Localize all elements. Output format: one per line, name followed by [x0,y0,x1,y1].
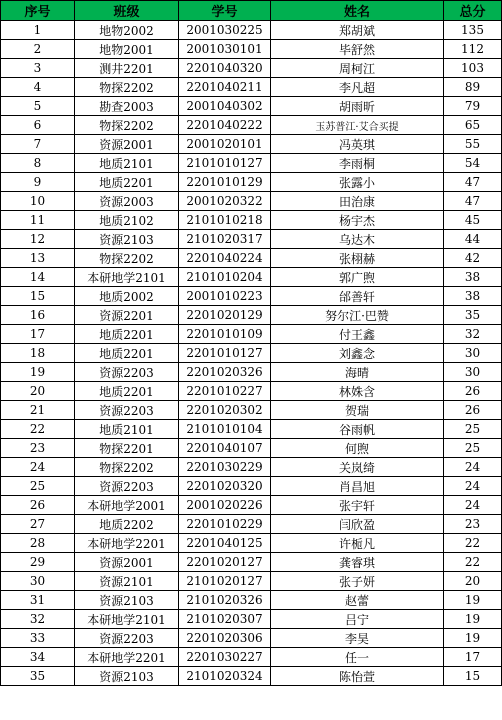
cell-class: 地物2002 [75,21,179,40]
cell-student-id: 2201020320 [179,477,271,496]
table-row [1,21,502,40]
cell-class: 地质2002 [75,287,179,306]
cell-class: 地质2201 [75,382,179,401]
cell-student-id: 2101020307 [179,610,271,629]
table-row [1,78,502,97]
cell-score: 19 [444,591,502,610]
cell-name: 肖昌旭 [271,477,444,496]
cell-index: 20 [1,382,75,401]
cell-score: 24 [444,496,502,515]
cell-name: 张露小 [271,173,444,192]
cell-class: 物探2202 [75,78,179,97]
cell-class: 物探2201 [75,439,179,458]
cell-index: 32 [1,610,75,629]
cell-name: 赵蕾 [271,591,444,610]
cell-score: 112 [444,40,502,59]
header-student-id: 学号 [179,1,271,21]
cell-index: 30 [1,572,75,591]
table-row [1,211,502,230]
table-row [1,591,502,610]
table-row [1,496,502,515]
cell-student-id: 2201030229 [179,458,271,477]
cell-index: 31 [1,591,75,610]
cell-index: 4 [1,78,75,97]
cell-class: 测井2201 [75,59,179,78]
cell-name: 刘鑫念 [271,344,444,363]
table-row [1,287,502,306]
cell-name: 陈怡萱 [271,667,444,686]
cell-score: 45 [444,211,502,230]
cell-student-id: 2101020317 [179,230,271,249]
cell-class: 地质2201 [75,173,179,192]
cell-index: 27 [1,515,75,534]
cell-score: 47 [444,173,502,192]
cell-class: 地质2101 [75,154,179,173]
cell-student-id: 2001020322 [179,192,271,211]
cell-score: 20 [444,572,502,591]
cell-name: 吕宁 [271,610,444,629]
cell-score: 35 [444,306,502,325]
cell-student-id: 2201040224 [179,249,271,268]
cell-name: 贺瑞 [271,401,444,420]
cell-index: 18 [1,344,75,363]
cell-score: 103 [444,59,502,78]
table-row [1,515,502,534]
cell-index: 35 [1,667,75,686]
cell-student-id: 2201020127 [179,553,271,572]
header-row [1,1,502,21]
cell-score: 17 [444,648,502,667]
cell-score: 22 [444,534,502,553]
cell-score: 26 [444,382,502,401]
cell-name: 冯英琪 [271,135,444,154]
cell-class: 资源2203 [75,401,179,420]
cell-name: 关岚绮 [271,458,444,477]
cell-name: 任一 [271,648,444,667]
cell-score: 19 [444,629,502,648]
cell-student-id: 2201020129 [179,306,271,325]
cell-score: 30 [444,344,502,363]
cell-class: 物探2202 [75,116,179,135]
cell-class: 地质2101 [75,420,179,439]
table-row [1,439,502,458]
cell-student-id: 2101020326 [179,591,271,610]
cell-index: 6 [1,116,75,135]
cell-class: 资源2101 [75,572,179,591]
table-row [1,97,502,116]
cell-student-id: 2201040222 [179,116,271,135]
cell-index: 7 [1,135,75,154]
cell-name: 张子妍 [271,572,444,591]
cell-class: 资源2103 [75,230,179,249]
cell-class: 地质2102 [75,211,179,230]
header-score: 总分 [444,1,502,21]
cell-score: 55 [444,135,502,154]
table-row [1,59,502,78]
cell-student-id: 2001030225 [179,21,271,40]
cell-index: 3 [1,59,75,78]
cell-class: 资源2201 [75,306,179,325]
cell-student-id: 2201010109 [179,325,271,344]
table-row [1,40,502,59]
cell-class: 地物2001 [75,40,179,59]
cell-name: 郭广煦 [271,268,444,287]
cell-student-id: 2101020127 [179,572,271,591]
cell-name: 何煦 [271,439,444,458]
cell-score: 38 [444,287,502,306]
cell-student-id: 2201020306 [179,629,271,648]
cell-score: 38 [444,268,502,287]
cell-score: 22 [444,553,502,572]
cell-index: 21 [1,401,75,420]
cell-class: 地质2202 [75,515,179,534]
table-row [1,344,502,363]
cell-score: 30 [444,363,502,382]
table-row [1,268,502,287]
table-row [1,420,502,439]
cell-index: 17 [1,325,75,344]
cell-name: 胡雨昕 [271,97,444,116]
cell-name: 张栩赫 [271,249,444,268]
cell-student-id: 2101010218 [179,211,271,230]
cell-class: 本研地学2201 [75,648,179,667]
table-row [1,401,502,420]
cell-student-id: 2101010127 [179,154,271,173]
cell-index: 2 [1,40,75,59]
cell-class: 本研地学2001 [75,496,179,515]
cell-student-id: 2101010204 [179,268,271,287]
cell-class: 资源2001 [75,135,179,154]
cell-score: 26 [444,401,502,420]
cell-student-id: 2001030101 [179,40,271,59]
cell-student-id: 2201040211 [179,78,271,97]
cell-name: 闫欣盈 [271,515,444,534]
cell-index: 29 [1,553,75,572]
cell-index: 23 [1,439,75,458]
cell-index: 14 [1,268,75,287]
cell-class: 本研地学2101 [75,268,179,287]
cell-score: 79 [444,97,502,116]
cell-class: 资源2001 [75,553,179,572]
cell-class: 本研地学2201 [75,534,179,553]
table-row [1,572,502,591]
table-row [1,648,502,667]
cell-student-id: 2201010129 [179,173,271,192]
cell-name: 海晴 [271,363,444,382]
cell-name: 张宇轩 [271,496,444,515]
cell-student-id: 2201040125 [179,534,271,553]
cell-score: 47 [444,192,502,211]
cell-name: 李凡超 [271,78,444,97]
table-row [1,363,502,382]
cell-class: 物探2202 [75,249,179,268]
cell-student-id: 2101010104 [179,420,271,439]
cell-student-id: 2001010223 [179,287,271,306]
cell-name: 李昊 [271,629,444,648]
table-row [1,135,502,154]
cell-name: 邰善轩 [271,287,444,306]
cell-score: 24 [444,458,502,477]
cell-class: 物探2202 [75,458,179,477]
cell-score: 32 [444,325,502,344]
cell-score: 54 [444,154,502,173]
cell-student-id: 2001040302 [179,97,271,116]
cell-class: 地质2201 [75,344,179,363]
table-row [1,325,502,344]
cell-name: 林姝含 [271,382,444,401]
table-row [1,116,502,135]
table-row [1,173,502,192]
cell-student-id: 2201040107 [179,439,271,458]
cell-score: 65 [444,116,502,135]
header-class: 班级 [75,1,179,21]
cell-name: 李雨桐 [271,154,444,173]
cell-student-id: 2201020326 [179,363,271,382]
cell-class: 本研地学2101 [75,610,179,629]
cell-score: 23 [444,515,502,534]
cell-student-id: 2201020302 [179,401,271,420]
cell-name: 郑胡斌 [271,21,444,40]
table-row [1,192,502,211]
cell-index: 22 [1,420,75,439]
table-row [1,534,502,553]
cell-class: 资源2203 [75,629,179,648]
cell-name: 杨宇杰 [271,211,444,230]
cell-index: 11 [1,211,75,230]
cell-index: 26 [1,496,75,515]
cell-index: 5 [1,97,75,116]
cell-student-id: 2201040320 [179,59,271,78]
cell-name: 谷雨帆 [271,420,444,439]
cell-student-id: 2101020324 [179,667,271,686]
cell-name: 许栀凡 [271,534,444,553]
cell-student-id: 2201010229 [179,515,271,534]
cell-student-id: 2201010127 [179,344,271,363]
cell-student-id: 2201030227 [179,648,271,667]
cell-index: 28 [1,534,75,553]
cell-name: 努尔江·巴赞 [271,306,444,325]
cell-index: 15 [1,287,75,306]
table-row [1,610,502,629]
cell-name: 周柯江 [271,59,444,78]
cell-index: 24 [1,458,75,477]
cell-index: 13 [1,249,75,268]
table-row [1,230,502,249]
header-index: 序号 [1,1,75,21]
cell-class: 资源2103 [75,667,179,686]
cell-index: 16 [1,306,75,325]
cell-name: 付王鑫 [271,325,444,344]
cell-index: 34 [1,648,75,667]
cell-score: 19 [444,610,502,629]
cell-student-id: 2201010227 [179,382,271,401]
cell-index: 10 [1,192,75,211]
cell-index: 12 [1,230,75,249]
header-name: 姓名 [271,1,444,21]
table-row [1,477,502,496]
cell-class: 资源2103 [75,591,179,610]
cell-class: 资源2203 [75,477,179,496]
cell-name: 乌达木 [271,230,444,249]
cell-class: 资源2003 [75,192,179,211]
cell-student-id: 2001020226 [179,496,271,515]
cell-score: 25 [444,439,502,458]
cell-student-id: 2001020101 [179,135,271,154]
cell-score: 24 [444,477,502,496]
cell-name: 毕舒然 [271,40,444,59]
cell-score: 135 [444,21,502,40]
table-row [1,667,502,686]
cell-index: 8 [1,154,75,173]
cell-class: 地质2201 [75,325,179,344]
table-row [1,306,502,325]
cell-index: 9 [1,173,75,192]
table-row [1,553,502,572]
table-row [1,629,502,648]
table-row [1,154,502,173]
cell-index: 25 [1,477,75,496]
cell-name: 玉苏普江·艾合买提 [271,116,444,135]
cell-score: 42 [444,249,502,268]
table-row [1,382,502,401]
cell-index: 33 [1,629,75,648]
cell-score: 44 [444,230,502,249]
table-row [1,458,502,477]
cell-class: 勘查2003 [75,97,179,116]
table-row [1,249,502,268]
cell-score: 89 [444,78,502,97]
cell-score: 25 [444,420,502,439]
cell-index: 19 [1,363,75,382]
cell-name: 龚睿琪 [271,553,444,572]
cell-index: 1 [1,21,75,40]
cell-name: 田治康 [271,192,444,211]
cell-score: 15 [444,667,502,686]
cell-class: 资源2203 [75,363,179,382]
